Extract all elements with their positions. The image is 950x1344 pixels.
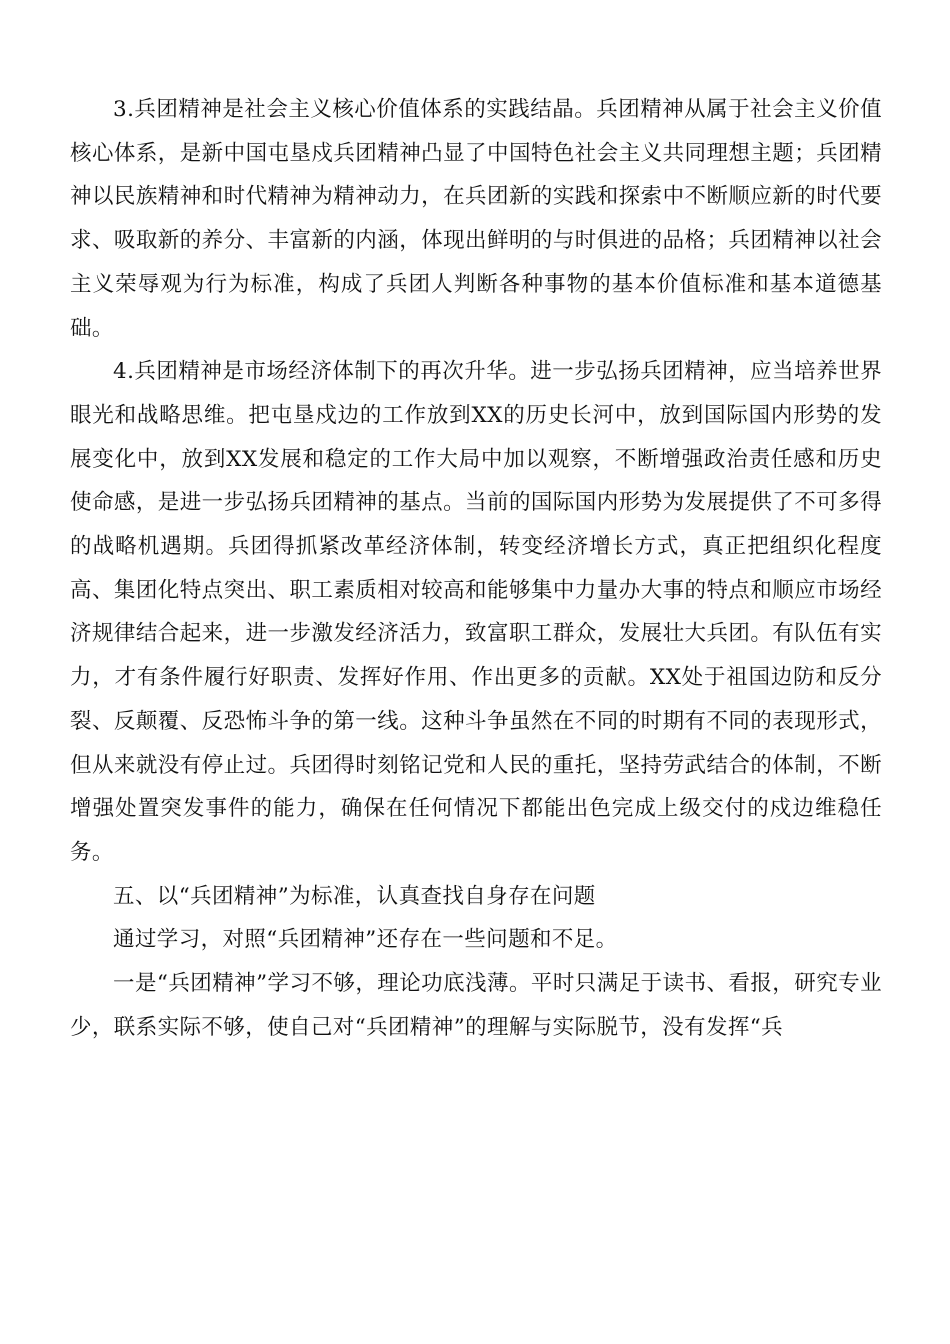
paragraph-point-3: 3.兵团精神是社会主义核心价值体系的实践结晶。兵团精神从属于社会主义价值核心体系，是新中国屯垦戍兵团精神凸显了中国特色社会主义共同理想主题；兵团精神以民族精神和时代精神为精神动力，在兵团新的实践和探索中不断顺应新的时代要求、吸取新的养分、丰富新的内涵，体现出鲜明的与时俱进的品格；兵团精神以社会主义荣辱观为行为标准，构成了兵团人判断各种事物的基本价值标准和基本道德基础。 <box>70 97 882 341</box>
section-5-heading: 五、以“兵团精神”为标准，认真查找自身存在问题 <box>113 883 596 909</box>
paragraph-problem-1: 一是“兵团精神”学习不够，理论功底浅薄。平时只满足于读书、看报，研究专业少，联系实际不够，使自己对“兵团精神”的理解与实际脱节，没有发挥“兵 <box>70 971 882 1040</box>
paragraph-point-4: 4.兵团精神是市场经济体制下的再次升华。进一步弘扬兵团精神，应当培养世界眼光和战略思维。把屯垦戍边的工作放到XX的历史长河中，放到国际国内形势的发展变化中，放到XX发展和稳定的工作大局中加以观察，不断增强政治责任感和历史使命感，是进一步弘扬兵团精神的基点。当前的国际国内形势为发展提供了不可多得的战略机遇期。兵团得抓紧改革经济体制，转变经济增长方式，真正把组织化程度高、集团化特点突出、职工素质相对较高和能够集中力量办大事的特点和顺应市场经济规律结合起来，进一步激发经济活力，致富职工群众，发展壮大兵团。有队伍有实力，才有条件履行好职责、发挥好作用、作出更多的贡献。XX处于祖国边防和反分裂、反颠覆、反恐怖斗争的第一线。这种斗争虽然在不同的时期有不同的表现形式，但从来就没有停止过。兵团得时刻铭记党和人民的重托，坚持劳武结合的体制，不断增强处置突发事件的能力，确保在任何情况下都能出色完成上级交付的戍边维稳任务。 <box>70 359 882 865</box>
paragraph-section-5-intro: 通过学习，对照“兵团精神”还存在一些问题和不足。 <box>113 927 618 953</box>
document-page <box>70 88 882 1049</box>
